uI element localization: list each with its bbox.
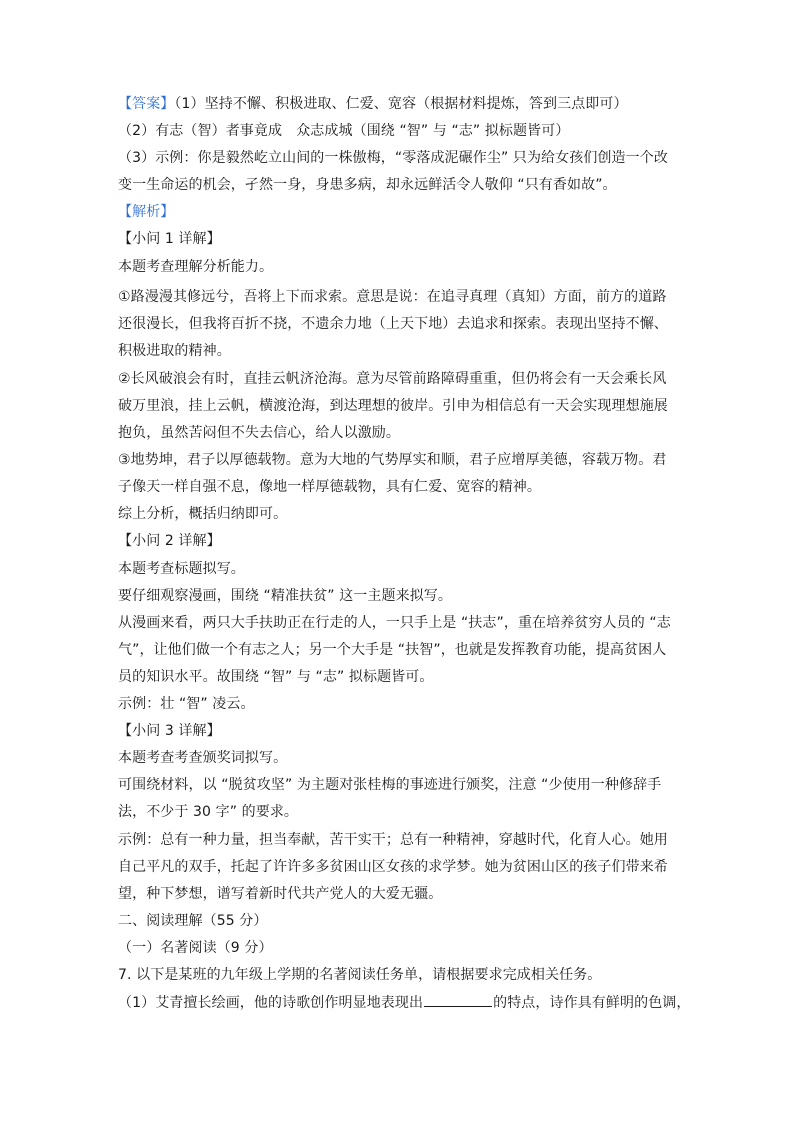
question-7-1-before: （1）艾青擅长绘画，他的诗歌创作明显地表现出 (118, 995, 424, 1011)
sub1-line: 还很漫长，但我将百折不挠，不遗余力地（上天下地）去追求和探索。表现出坚持不懈、 (118, 316, 668, 332)
sub1-line: 子像天一样自强不息，像地一样厚德载物，具有仁爱、宽容的精神。 (118, 479, 541, 495)
sub3-heading: 【小问 3 详解】 (118, 723, 221, 739)
answer-q3-line-2: 变一生命运的机会，孑然一身，身患多病，却永远鲜活令人敬仰 “只有香如故”。 (118, 177, 617, 193)
sub2-line: 员的知识水平。故围绕 “智” 与 “志” 拟标题皆可。 (118, 669, 434, 685)
answer-q1: （1）坚持不懈、积极进取、仁爱、宽容（根据材料提炼，答到三点即可） (174, 96, 628, 112)
fill-blank[interactable] (424, 991, 492, 1007)
sub1-line: ①路漫漫其修远兮，吾将上下而求索。意思是说：在追寻真理（真知）方面，前方的道路 (118, 289, 667, 305)
answer-q2: （2）有志（智）者事竟成 众志成城（围绕 “智” 与 “志” 拟标题皆可） (118, 123, 570, 139)
sub1-line: 综上分析，概括归纳即可。 (118, 506, 288, 522)
sub3-line: 法，不少于 30 字” 的要求。 (118, 804, 299, 820)
analysis-tag: 【解析】 (118, 204, 175, 220)
sub1-line: 积极进取的精神。 (118, 343, 231, 359)
answer-tag: 【答案】 (118, 96, 175, 112)
sub1-line: 本题考查理解分析能力。 (118, 259, 274, 275)
section2-title: 二、阅读理解（55 分） (118, 913, 268, 929)
sub2-line: 要仔细观察漫画，围绕 “精准扶贫” 这一主题来拟写。 (118, 588, 453, 604)
sub2-line: 示例：壮 “智” 凌云。 (118, 696, 255, 712)
sub2-line: 本题考查标题拟写。 (118, 561, 245, 577)
sub2-line: 气”，让他们做一个有志之人；另一个大手是 “扶智”，也就是发挥教育功能，提高贫困人 (118, 642, 667, 658)
section2-sub1: （一）名著阅读（9 分） (118, 940, 273, 956)
sub2-heading: 【小问 2 详解】 (118, 533, 221, 549)
answer-q3-line-1: （3）示例：你是毅然屹立山间的一株傲梅，“零落成泥碾作尘” 只为给女孩们创造一个改 (118, 150, 668, 166)
answer-line-1 (118, 91, 688, 117)
sub1-heading: 【小问 1 详解】 (118, 231, 221, 247)
sub1-line: ③地势坤，君子以厚德载物。意为大地的气势厚实和顺，君子应增厚美德，容载万物。君 (118, 452, 667, 468)
sub3-line: 望，种下梦想，谱写着新时代共产党人的大爱无疆。 (118, 886, 443, 902)
sub3-line: 示例：总有一种力量，担当奉献，苦干实干；总有一种精神，穿越时代，化育人心。她用 (118, 832, 668, 848)
question-7: 7. 以下是某班的九年级上学期的名著阅读任务单，请根据要求完成相关任务。 (118, 967, 602, 983)
sub1-line: 抱负，虽然苦闷但不失去信心，给人以激励。 (118, 425, 400, 441)
sub3-line: 自己平凡的双手，托起了许许多多贫困山区女孩的求学梦。她为贫困山区的孩子们带来希 (118, 859, 668, 875)
sub1-line: ②长风破浪会有时，直挂云帆济沧海。意为尽管前路障碍重重，但仍将会有一天会乘长风 (118, 371, 667, 387)
sub1-line: 破万里浪，挂上云帆，横渡沧海，到达理想的彼岸。引申为相信总有一天会实现理想施展 (118, 398, 668, 414)
sub2-line: 从漫画来看，两只大手扶助正在行走的人，一只手上是 “扶志”，重在培养贫穷人员的 “志 (118, 615, 671, 631)
sub3-line: 本题考查考查颁奖词拟写。 (118, 750, 288, 766)
question-7-1-after: 的特点，诗作具有鲜明的色调， (493, 995, 691, 1011)
sub3-line: 可围绕材料，以 “脱贫攻坚” 为主题对张桂梅的事迹进行颁奖，注意 “少使用一种修辞手 (118, 777, 662, 793)
question-7-1 (118, 990, 691, 1016)
